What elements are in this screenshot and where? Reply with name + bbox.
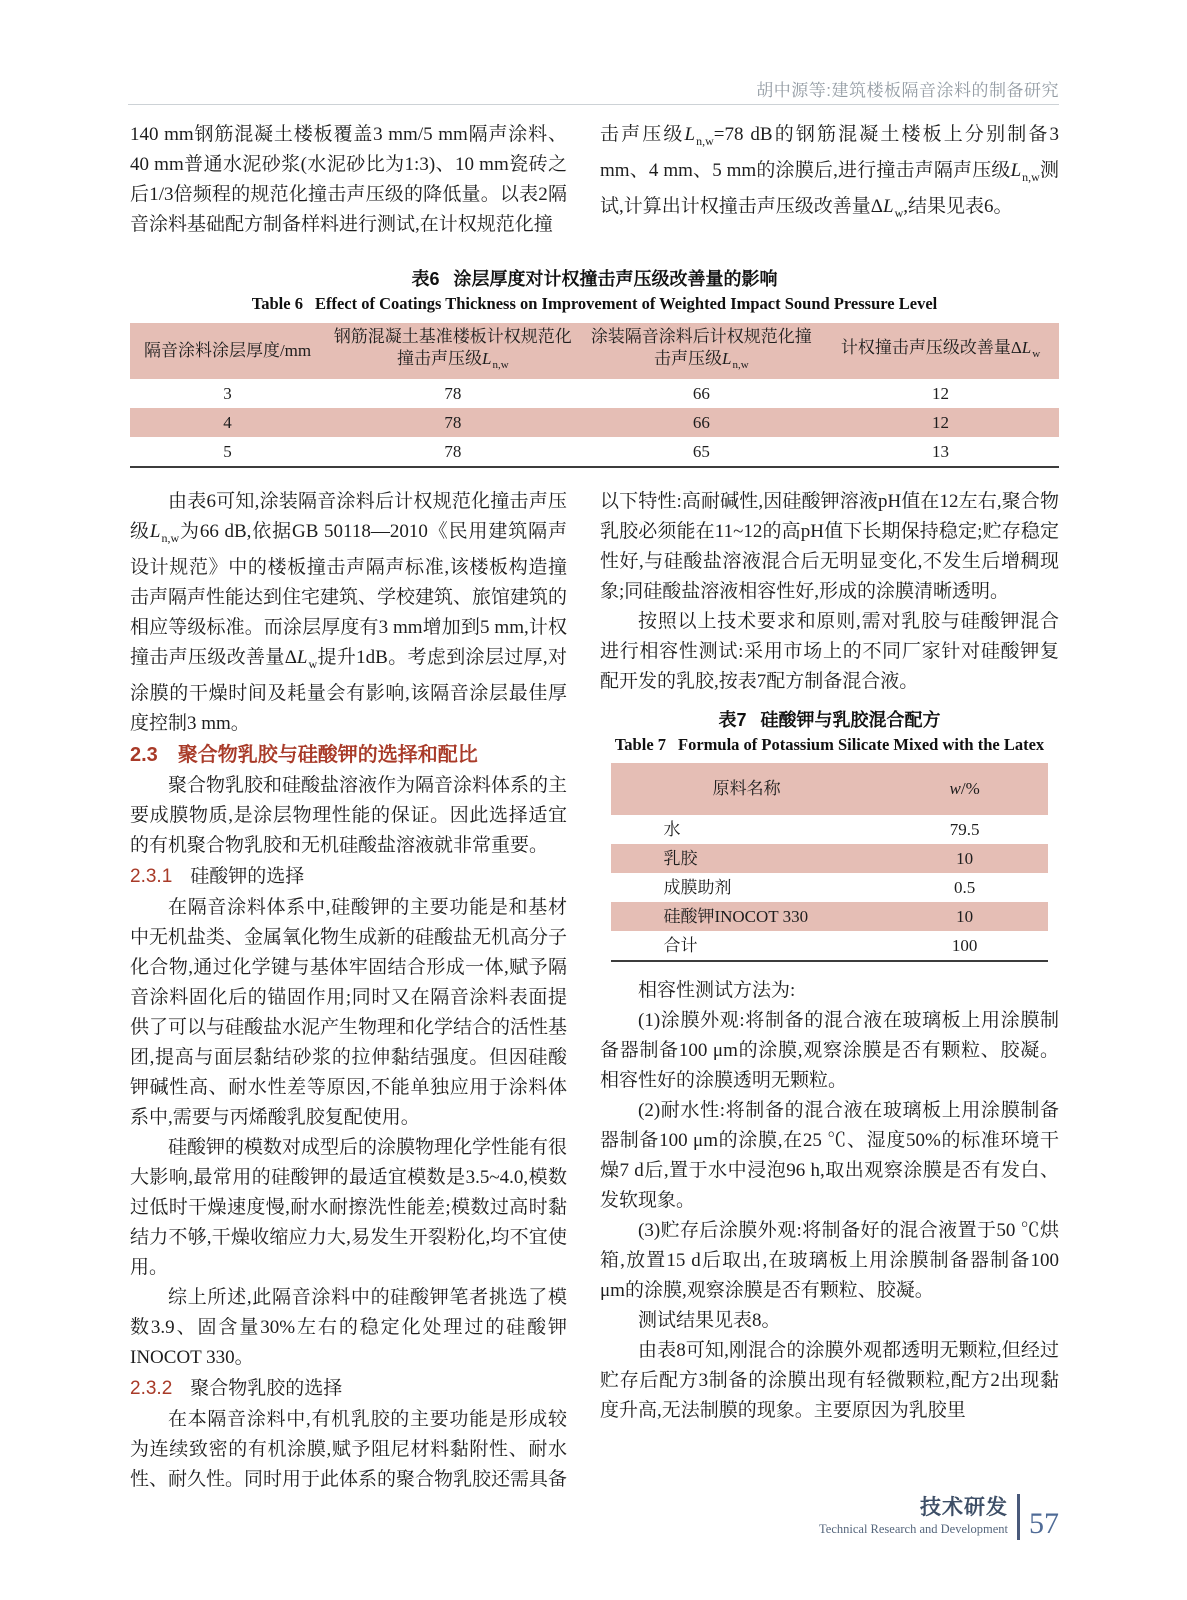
section-number: 2.3 xyxy=(130,744,158,766)
symbol-L: L xyxy=(481,349,492,368)
subscript-nw: n,w xyxy=(492,359,509,371)
subscript-nw: n,w xyxy=(1022,170,1040,184)
section-heading-2-3-1 xyxy=(130,861,567,893)
text-run: 测试,计算出计权撞击声压级改善量Δ xyxy=(600,160,1059,217)
text-run: ,结果见表6。 xyxy=(903,196,1013,217)
section-number: 2.3.1 xyxy=(130,866,173,887)
paragraph-impact-level xyxy=(600,120,1059,228)
section-heading-2-3-2 xyxy=(130,1373,567,1405)
left-column-top xyxy=(130,120,567,240)
table6-col1-header: 隔音涂料涂层厚度/mm xyxy=(130,323,325,379)
table6-caption-zh xyxy=(130,266,1059,292)
footer-section-labels xyxy=(819,1496,1008,1538)
table7 xyxy=(611,763,1047,962)
paragraph-method-3: (3)贮存后涂膜外观:将制备好的混合液置于50 ℃烘箱,放置15 d后取出,在玻璃板上用涂膜制备器制备100 μm的涂膜,观察涂膜是否有颗粒、胶凝。 xyxy=(600,1220,1059,1301)
paragraph-compatibility-test: 按照以上技术要求和原则,需对乳胶与硅酸钾混合进行相容性测试:采用市场上的不同厂家针对硅酸钾复配开发的乳胶,按表7配方制备混合液。 xyxy=(600,611,1059,692)
subscript-w: w xyxy=(308,657,318,671)
table6-header-row xyxy=(130,323,1059,379)
symbol-L: L xyxy=(684,124,696,145)
section-title: 聚合物乳胶与硅酸钾的选择和配比 xyxy=(177,744,478,766)
table-row xyxy=(130,379,1059,408)
paragraph-latex-properties: 以下特性:高耐碱性,因硅酸钾溶液pH值在12左右,聚合物乳胶必须能在11~12的高pH值下长期保持稳定;贮存稳定性好,与硅酸盐溶液混合后无明显变化,不发生后增稠现象;同硅酸盐溶液相容性好,形成的涂膜清晰透明。 xyxy=(600,491,1059,602)
cell-material: 水 xyxy=(663,820,681,839)
cell-percent: 10 xyxy=(956,907,974,926)
footer-section-zh: 技术研发 xyxy=(920,1496,1008,1519)
section-number: 2.3.2 xyxy=(130,1378,173,1399)
symbol-L: L xyxy=(882,196,894,217)
table-row xyxy=(611,931,1047,961)
table-row xyxy=(611,902,1047,931)
cell-percent: 100 xyxy=(882,931,1048,961)
cell-base-level: 78 xyxy=(444,413,462,432)
symbol-w: w xyxy=(949,779,961,798)
table6-section xyxy=(130,266,1059,468)
cell-improvement: 13 xyxy=(822,437,1059,467)
paragraph-method-1: (1)涂膜外观:将制备的混合液在玻璃板上用涂膜制备器制备100 μm的涂膜,观察涂膜是否有颗粒、胶凝。相容性好的涂膜透明无颗粒。 xyxy=(600,1010,1059,1091)
section-title: 聚合物乳胶的选择 xyxy=(190,1378,343,1399)
table7-label-en: Table 7 xyxy=(614,735,667,754)
text-run: 为66 dB,依据GB 50118—2010《民用建筑隔声设计规范》中的楼板撞击声隔声标准,该楼板构造撞击声隔声性能达到住宅建筑、学校建筑、旅馆建筑的相应等级标准。而涂层厚度有3 mm增加到5 mm,计权撞击声压级改善量Δ xyxy=(130,521,568,668)
cell-material: 成膜助剂 xyxy=(663,878,732,897)
subscript-nw: n,w xyxy=(161,531,180,545)
running-head: 胡中源等:建筑楼板隔音涂料的制备研究 xyxy=(756,81,1059,100)
cell-percent: 79.5 xyxy=(949,820,980,839)
subscript-nw: n,w xyxy=(696,134,714,148)
cell-base-level: 78 xyxy=(444,384,462,403)
cell-base-level: 78 xyxy=(325,437,580,467)
text-run: =78 dB的钢筋混凝土楼板上分别制备3 mm、4 mm、5 mm的涂膜后,进行撞击声隔声压级 xyxy=(600,124,1059,181)
footer-section-en: Technical Research and Development xyxy=(819,1522,1008,1536)
cell-coated-level: 65 xyxy=(581,437,823,467)
section-heading-2-3 xyxy=(130,739,567,771)
table6-label-en: Table 6 xyxy=(251,294,303,313)
text-run: 由表6可知,涂装隔音涂料后计权规范化撞击声压级 xyxy=(130,491,567,542)
table7-name-header: 原料名称 xyxy=(611,763,881,815)
paragraph-table6-discussion xyxy=(130,487,567,739)
paragraph-method-2: (2)耐水性:将制备的混合液在玻璃板上用涂膜制备器制备100 μm的涂膜,在25 ℃、湿度50%的标准环境干燥7 d后,置于水中浸泡96 h,取出观察涂膜是否有发白、发软现象。 xyxy=(600,1100,1059,1211)
text-run: 计权撞击声压级改善量Δ xyxy=(840,338,1022,357)
paragraph-2-3-intro: 聚合物乳胶和硅酸盐溶液作为隔音涂料体系的主要成膜物质,是涂层物理性能的保证。因此选择适宜的有机聚合物乳胶和无机硅酸盐溶液就非常重要。 xyxy=(130,775,568,856)
symbol-L: L xyxy=(1021,338,1032,357)
table-row xyxy=(611,815,1047,844)
symbol-L: L xyxy=(721,349,732,368)
paragraph-table8-discussion: 由表8可知,刚混合的涂膜外观都透明无颗粒,但经过贮存后配方3制备的涂膜出现有轻微颗粒,配方2出现黏度升高,无法制膜的现象。主要原因为乳胶里 xyxy=(600,1340,1059,1421)
cell-thickness: 4 xyxy=(223,413,232,432)
page-number: 57 xyxy=(1029,1507,1059,1540)
paragraph-modulus: 硅酸钾的模数对成型后的涂膜物理化学性能有很大影响,最常用的硅酸钾的最适宜模数是3.5~4.0,模数过低时干燥速度慢,耐水耐擦洗性能差;模数过高时黏结力不够,干燥收缩应力大,易发生开裂粉化,均不宜使用。 xyxy=(130,1137,568,1278)
table6-title-zh: 涂层厚度对计权撞击声压级改善量的影响 xyxy=(453,269,778,289)
text-run: 钢筋混凝土基准楼板计权规范化撞击声压级 xyxy=(333,327,572,368)
table7-label-zh: 表7 xyxy=(718,710,747,730)
text-run: 涂装隔音涂料后计权规范化撞击声压级 xyxy=(590,327,812,368)
cell-thickness: 5 xyxy=(130,437,325,467)
table7-header-row xyxy=(611,763,1047,815)
symbol-L: L xyxy=(1010,160,1022,181)
table7-caption-zh xyxy=(600,707,1059,733)
symbol-L: L xyxy=(149,521,161,542)
table-row xyxy=(130,437,1059,467)
right-column-top xyxy=(600,120,1059,228)
table6-caption-en xyxy=(130,292,1059,316)
table7-caption-en xyxy=(600,733,1059,757)
cell-percent: 10 xyxy=(956,849,974,868)
page-footer xyxy=(600,1494,1059,1540)
paragraph-silicate-function: 在隔音涂料体系中,硅酸钾的主要功能是和基材中无机盐类、金属氧化物生成新的硅酸盐无机高分子化合物,通过化学键与基体牢固结合形成一体,赋予隔音涂料固化后的锚固作用;同时又在隔音涂料表面提供了可以与硅酸盐水泥产生物理和化学结合的活性基团,提高与面层黏结砂浆的拉伸黏结强度。但因硅酸钾碱性高、耐水性差等原因,不能单独应用于涂料体系中,需要与丙烯酸乳胶复配使用。 xyxy=(130,897,568,1128)
symbol-L: L xyxy=(296,647,308,668)
paragraph-floor-construction: 140 mm钢筋混凝土楼板覆盖3 mm/5 mm隔声涂料、40 mm普通水泥砂浆(水泥砂比为1:3)、10 mm瓷砖之后1/3倍频程的规范化撞击声压级的降低量。以表2隔音涂料基础配方制备样料进行测试,在计权规范化撞 xyxy=(130,124,567,235)
table-row xyxy=(130,408,1059,437)
cell-improvement: 12 xyxy=(932,384,950,403)
cell-percent: 0.5 xyxy=(954,878,976,897)
subscript-nw: n,w xyxy=(732,359,749,371)
subscript-w: w xyxy=(894,206,904,220)
table6-col3-header xyxy=(581,323,823,379)
left-column-main xyxy=(130,487,567,1495)
table-row xyxy=(611,844,1047,873)
cell-thickness: 3 xyxy=(223,384,232,403)
right-column-main xyxy=(600,487,1059,1426)
table6-label-zh: 表6 xyxy=(411,269,440,289)
table7-section xyxy=(600,707,1059,962)
text-run: 提升1dB。考虑到涂层过厚,对涂膜的干燥时间及耗量会有影响,该隔音涂层最佳厚度控制3 mm。 xyxy=(130,647,567,734)
table7-title-en: Formula of Potassium Silicate Mixed with the Latex xyxy=(678,735,1045,754)
text-run: 击声压级 xyxy=(600,124,685,145)
table7-value-header xyxy=(882,763,1048,815)
cell-material: 乳胶 xyxy=(663,849,698,868)
subscript-w: w xyxy=(1032,348,1041,360)
section-title: 硅酸钾的选择 xyxy=(190,866,305,887)
paragraph-latex-function: 在本隔音涂料中,有机乳胶的主要功能是形成较为连续致密的有机涂膜,赋予阻尼材料黏附性、耐水性、耐久性。同时用于此体系的聚合物乳胶还需具备 xyxy=(130,1409,568,1490)
table7-title-zh: 硅酸钾与乳胶混合配方 xyxy=(760,710,941,730)
paragraph-methods-intro: 相容性测试方法为: xyxy=(638,980,796,1001)
table6 xyxy=(130,323,1059,468)
footer-divider-bar xyxy=(1017,1494,1020,1540)
table-row xyxy=(611,873,1047,902)
paragraph-result-ref: 测试结果见表8。 xyxy=(638,1310,781,1331)
cell-coated-level: 66 xyxy=(692,413,710,432)
table6-col4-header xyxy=(822,323,1059,379)
header-divider xyxy=(128,104,1059,105)
cell-material: 硅酸钾INOCOT 330 xyxy=(663,907,809,926)
paragraph-silicate-choice: 综上所述,此隔音涂料中的硅酸钾笔者挑选了模数3.9、固含量30%左右的稳定化处理过的硅酸钾INOCOT 330。 xyxy=(130,1287,567,1368)
cell-material: 合计 xyxy=(611,931,881,961)
table6-col2-header xyxy=(325,323,580,379)
table6-title-en: Effect of Coatings Thickness on Improvement of Weighted Impact Sound Pressure Level xyxy=(314,294,938,313)
text-run: /% xyxy=(960,779,980,798)
cell-improvement: 12 xyxy=(932,413,950,432)
cell-coated-level: 66 xyxy=(692,384,710,403)
